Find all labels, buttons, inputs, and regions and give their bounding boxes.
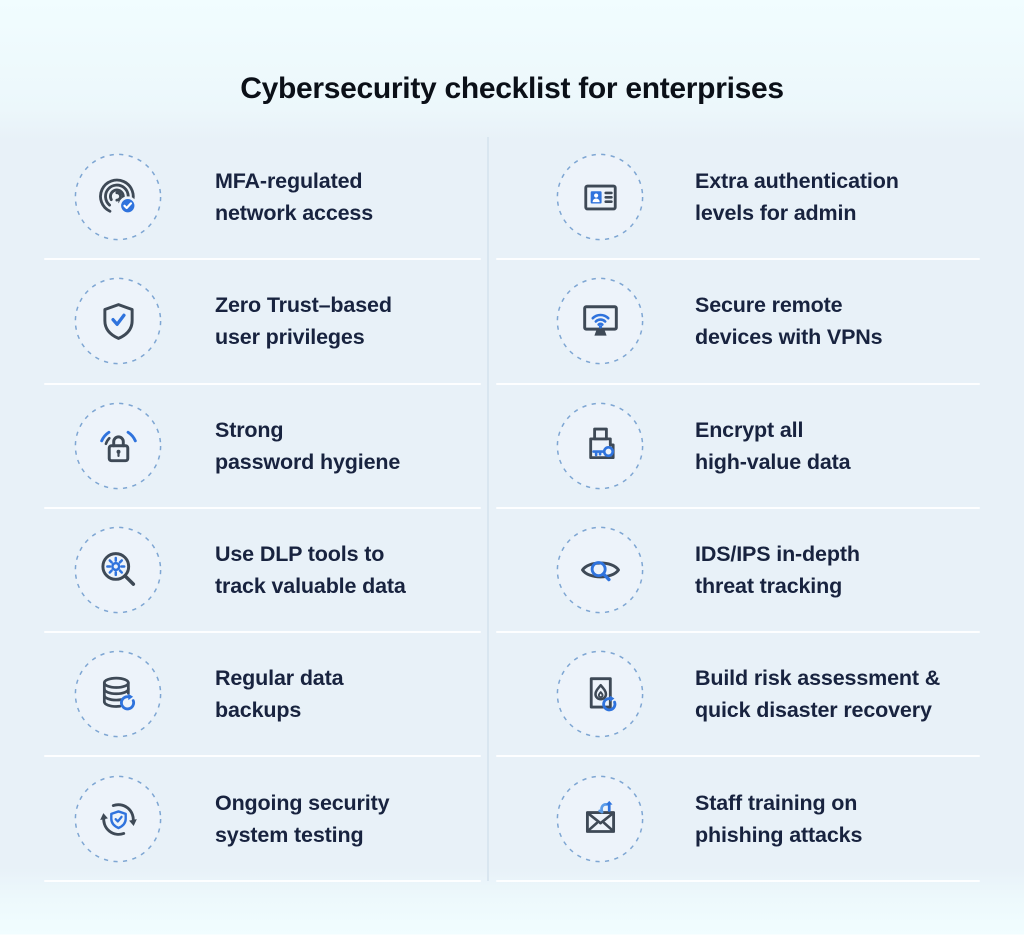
item-label-line2: user privileges [215, 325, 365, 350]
item-label [695, 662, 940, 726]
page-title: Cybersecurity checklist for enterprises [240, 72, 784, 106]
checklist-item [488, 135, 1024, 259]
item-label [695, 414, 850, 478]
item-label-line1: Encrypt all [695, 417, 804, 442]
item-icon-circle [74, 277, 162, 365]
document-flame-recovery-icon [556, 650, 644, 738]
item-label [695, 289, 882, 353]
fingerprint-verified-icon [74, 153, 162, 241]
item-label-line2: threat tracking [695, 574, 843, 599]
item-label-line1: Strong [215, 417, 284, 442]
item-icon-circle [556, 277, 644, 365]
item-label [215, 165, 373, 229]
checklist-item [488, 632, 1024, 756]
item-icon-circle [556, 402, 644, 490]
checklist-item [488, 259, 1024, 383]
checklist-item [0, 135, 488, 259]
id-badge-icon [556, 153, 644, 241]
item-label-line1: Zero Trust–based [215, 293, 392, 318]
monitor-wifi-icon [556, 277, 644, 365]
item-label [215, 787, 389, 851]
padlock-signal-icon [74, 402, 162, 490]
item-label [695, 538, 860, 602]
item-label [215, 662, 343, 726]
item-icon-circle [74, 650, 162, 738]
item-icon-circle [74, 775, 162, 863]
checklist-item [0, 632, 488, 756]
item-label-line2: devices with VPNs [695, 325, 883, 350]
item-icon-circle [556, 775, 644, 863]
item-label-line2: network access [215, 201, 374, 226]
item-icon-circle [74, 402, 162, 490]
database-backup-icon [74, 650, 162, 738]
item-label-line1: Staff training on [695, 790, 858, 815]
checklist-item [0, 259, 488, 383]
item-label-line2: high-value data [695, 449, 851, 474]
usb-key-icon [556, 402, 644, 490]
item-label-line2: password hygiene [215, 449, 401, 474]
item-label-line1: Extra authentication [695, 169, 899, 194]
item-label-line1: Secure remote [695, 293, 843, 318]
item-label [215, 538, 406, 602]
item-icon-circle [556, 526, 644, 614]
checklist-item [0, 756, 488, 880]
item-label-line2: system testing [215, 822, 364, 847]
item-label [215, 414, 400, 478]
checklist-item [488, 384, 1024, 508]
checklist-item [488, 756, 1024, 880]
item-icon-circle [556, 650, 644, 738]
item-label-line2: phishing attacks [695, 822, 863, 847]
search-gear-icon [74, 526, 162, 614]
item-icon-circle [74, 526, 162, 614]
eye-search-icon [556, 526, 644, 614]
item-label-line1: Use DLP tools to [215, 542, 385, 567]
shield-check-icon [74, 277, 162, 365]
item-label-line1: MFA-regulated [215, 169, 363, 194]
item-icon-circle [74, 153, 162, 241]
item-label [695, 165, 899, 229]
item-label-line2: levels for admin [695, 201, 857, 226]
item-label-line2: backups [215, 698, 302, 723]
checklist-board [0, 135, 1024, 881]
item-label-line1: IDS/IPS in-depth [695, 542, 860, 567]
item-label-line1: Regular data [215, 666, 344, 691]
item-label [695, 787, 862, 851]
item-label-line2: quick disaster recovery [695, 698, 932, 723]
item-icon-circle [556, 153, 644, 241]
item-label [215, 289, 392, 353]
checklist-item [488, 508, 1024, 632]
checklist-item [0, 508, 488, 632]
item-label-line1: Ongoing security [215, 790, 390, 815]
checklist-item [0, 384, 488, 508]
shield-refresh-icon [74, 775, 162, 863]
item-label-line1: Build risk assessment & [695, 666, 941, 691]
item-label-line2: track valuable data [215, 574, 406, 599]
envelope-phishing-hook-icon [556, 775, 644, 863]
